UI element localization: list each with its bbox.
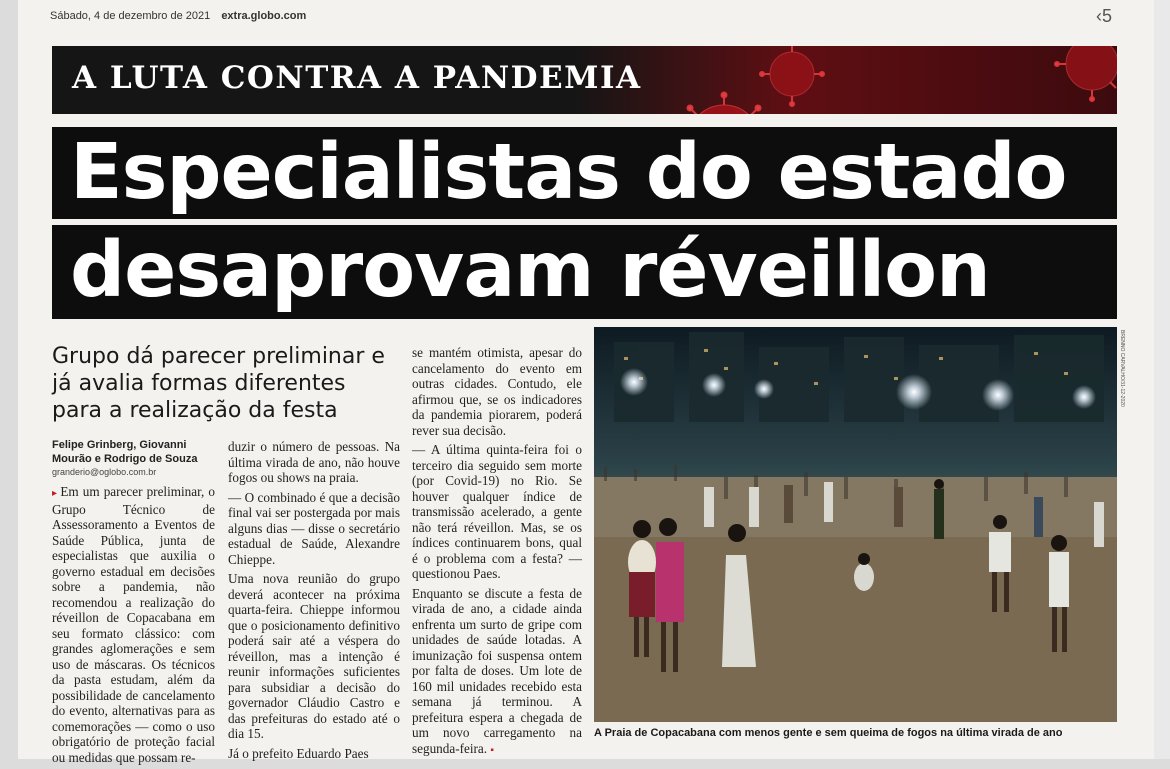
article-column-1 (52, 484, 215, 769)
article-column-2 (228, 439, 400, 765)
photo-caption: A Praia de Copacabana com menos gente e sem queima de fogos na última virada de ano (594, 727, 1063, 739)
headline-line-1: Especialistas do estado (52, 127, 1117, 219)
article-paragraph: Já o prefeito Eduardo Paes (228, 745, 369, 761)
section-kicker-banner (52, 46, 1117, 114)
photo-credit: BRENNO CARVALHO/31-12-2020 (1119, 330, 1125, 407)
article-paragraph: se mantém otimista, apesar do cancelamento do evento em outras cidades. Contudo, ele afirmou que, se os indicadores da pandemia piorarem, poderá rever sua decisão. (412, 345, 582, 438)
page-edge (1154, 0, 1170, 759)
beach-night-scene (594, 327, 1117, 722)
beach-photo (594, 327, 1117, 722)
issue-date: Sábado, 4 de dezembro de 2021 (50, 10, 211, 22)
article-paragraph: duzir o número de pessoas. Na última virada de ano, não houve fogos ou shows na praia. (228, 439, 400, 485)
subheadline: Grupo dá parecer preliminar e já avalia formas diferentes para a realização da festa (52, 344, 385, 423)
byline: Felipe Grinberg, Giovanni Mourão e Rodrigo de Souza (52, 439, 198, 465)
page-number: ‹5 (1096, 6, 1113, 26)
section-kicker: A LUTA CONTRA A PANDEMIA (72, 60, 642, 96)
article-paragraph: — O combinado é que a decisão final vai ser postergada por mais alguns dias — disse o secretário estadual de Saúde, Alexandre Chieppe. (228, 489, 400, 567)
site-name: extra.globo.com (221, 10, 307, 22)
article-paragraph: Uma nova reunião do grupo deverá acontecer na próxima quarta-feira. Chieppe informou que o posicionamento definitivo poderá sair até a véspera do réveillon, mas a intenção é reunir informações suficientes para subsidiar a decisão do governador Cláudio Castro e das prefeituras do estado até o dia 15. (228, 571, 400, 741)
author-email: granderio@oglobo.com.br (52, 467, 157, 477)
paragraph-bullet-icon: ▸ (52, 488, 61, 499)
virus-spikes-icon (688, 46, 1117, 114)
article-paragraph: ▸ Em um parecer preliminar, o Grupo Técnico de Assessoramento a Eventos de Saúde Pública, junta de especialistas que auxilia o governo estadual em decisões sobre a pandemia, não recomendou a realização do réveillon de Copacabana em seu formato clássico: com grandes aglomerações e sem uso de máscaras. Os técnicos da pasta estudam, além da possibilidade de cancelamento do evento, alternativas para as comemorações — como o uso obrigatório de proteção facial ou medidas que possam re- (52, 484, 215, 765)
page-header (50, 10, 306, 22)
headline-line-2: desaprovam réveillon (52, 225, 1117, 319)
virus-icon (688, 46, 1117, 114)
article-column-3 (412, 345, 582, 762)
end-mark-icon: ▪ (490, 744, 494, 756)
article-paragraph: — A última quinta-feira foi o terceiro dia seguido sem morte (por Covid-19) no Rio. Se houver qualquer índice de transmissão acelerado, a gente não terá réveillon. Mas, se os índices continuarem bons, qual é o problema com a festa? — questionou Paes. (412, 442, 582, 581)
article-paragraph: Enquanto se discute a festa de virada de ano, a cidade ainda enfrenta um surto de gripe com unidades de saúde lotadas. A imunização foi suspensa ontem por falta de doses. Um lote de 160 mil unidades recebido esta semana já terminou. A prefeitura espera a chegada de um novo carregamento na segunda-feira. ▪ (412, 585, 582, 756)
